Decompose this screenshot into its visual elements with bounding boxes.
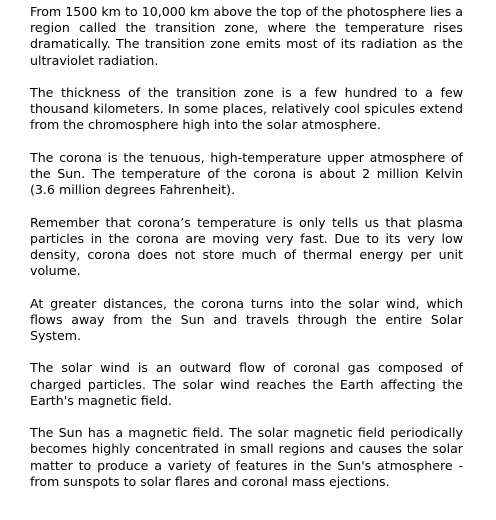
document-body [30,4,463,490]
paragraph-corona-temperature: Remember that corona’s temperature is only tells us that plasma particles in the corona are moving very fast. Due to its very low density, corona does not store much of thermal energy per unit volume. [30,214,463,279]
paragraph-corona: The corona is the tenuous, high-temperature upper atmosphere of the Sun. The temperature of the corona is about 2 million Kelvin (3.6 million degrees Fahrenheit). [30,149,463,198]
paragraph-transition-zone: From 1500 km to 10,000 km above the top of the photosphere lies a region called the transition zone, where the temperature rises dramatically. The transition zone emits most of its radiation as the ultraviolet radiation. [30,4,463,68]
paragraph-magnetic-field: The Sun has a magnetic field. The solar magnetic field periodically becomes highly concentrated in small regions and causes the solar matter to produce a variety of features in the Sun's atmosphere - from sunspots to solar flares and coronal mass ejections. [30,425,463,489]
paragraph-solar-wind: The solar wind is an outward flow of coronal gas composed of charged particles. The solar wind reaches the Earth affecting the Earth's magnetic field. [30,360,463,408]
paragraph-transition-zone-thickness: The thickness of the transition zone is a few hundred to a few thousand kilometers. In some places, relatively cool spicules extend from the chromosphere high into the solar atmosphere. [30,85,463,133]
paragraph-solar-wind-origin: At greater distances, the corona turns into the solar wind, which flows away from the Sun and travels through the entire Solar System. [30,295,463,343]
